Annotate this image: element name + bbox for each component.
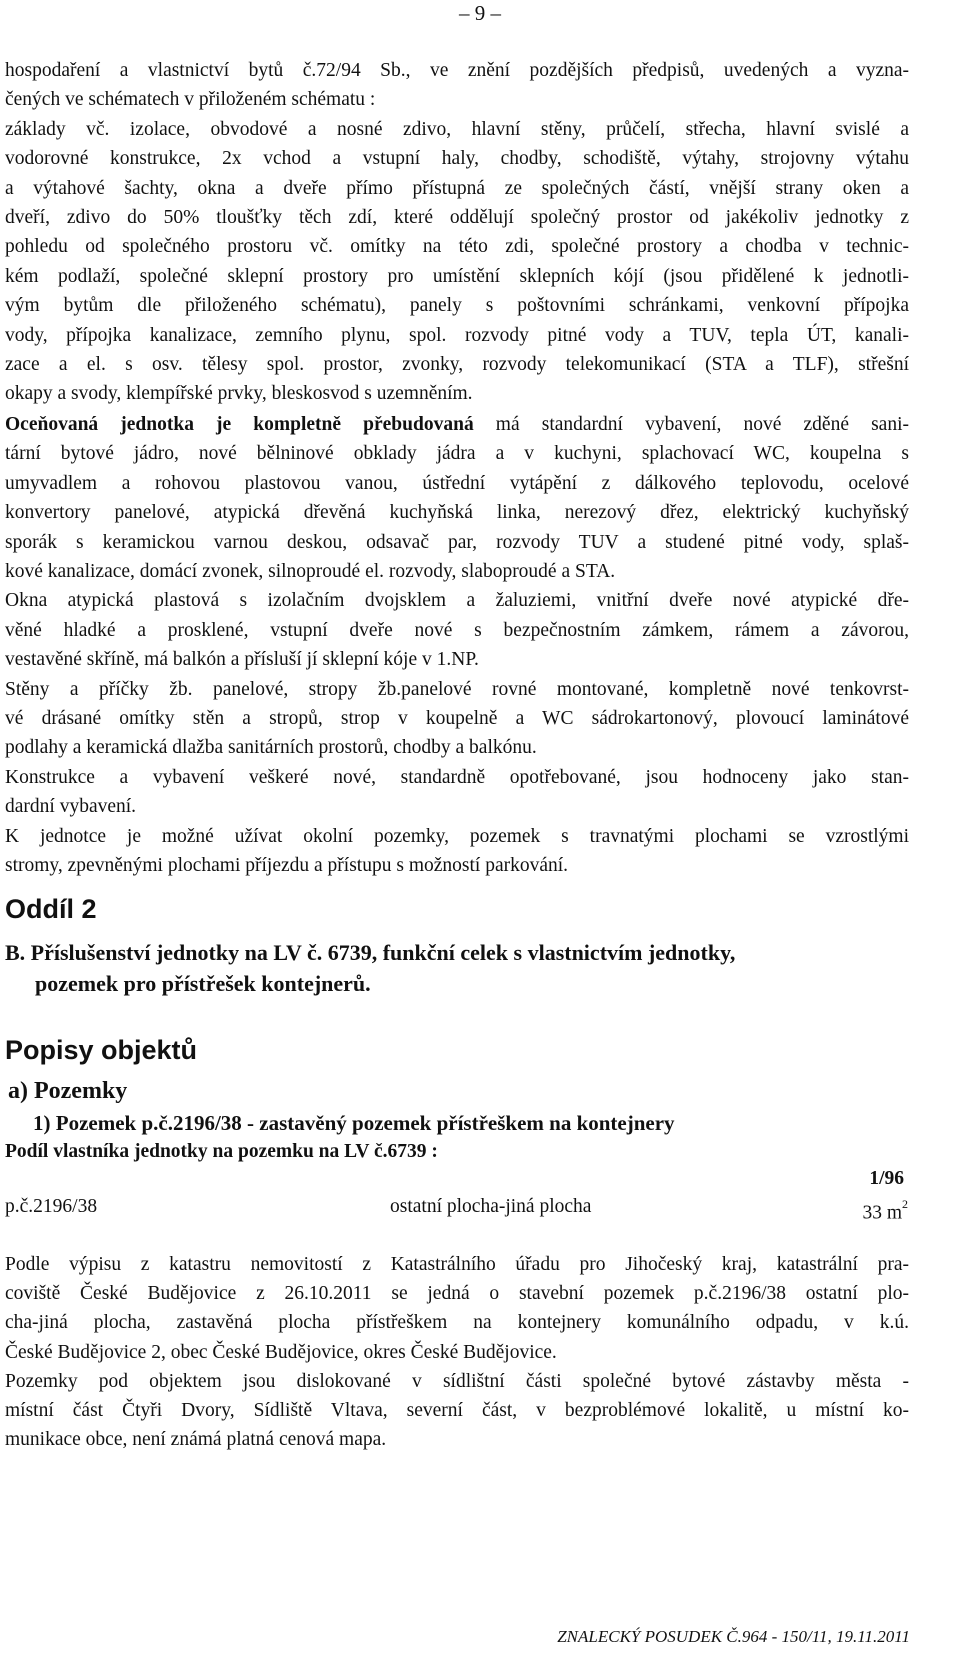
subheading-line: B. Příslušenství jednotky na LV č. 6739, funkční celek s vlastnictvím jednotky, — [5, 940, 736, 965]
text-line: vody, přípojka kanalizace, zemního plynu, spol. rozvody pitné vody a TUV, tepla ÚT, kanali- — [5, 324, 909, 346]
land-item-1: 1) Pozemek p.č.2196/38 - zastavěný pozemek přístřeškem na kontejnery — [33, 1111, 675, 1135]
text-line: čených ve schématech v přiloženém schématu : — [5, 89, 376, 111]
text-line: a výtahové šachty, okna a dveře přímo přístupná ze společných částí, vnější strany oken a — [5, 177, 909, 199]
text-line: Okna atypická plastová s izolačním dvojsklem a žaluziemi, vnitřní dveře nové atypické dře- — [5, 590, 909, 612]
text-line: K jednotce je možné užívat okolní pozemky, pozemek s travnatými plochami se vzrostlými — [5, 825, 909, 847]
page-number: – 9 – — [459, 1, 501, 25]
subheading-line: pozemek pro přístřešek kontejnerů. — [35, 971, 371, 996]
lead-bold-text: Oceňovaná jednotka je kompletně přebudovaná — [5, 414, 474, 435]
text-line: umyvadlem a rohovou plastovou vanou, ústřední vytápění z dálkového teplovodu, ocelové — [5, 472, 909, 494]
text-line: vé drásané omítky stěn a stropů, strop v koupelně a WC sádrokartonový, plovoucí laminátové — [5, 708, 909, 730]
section-subheading — [5, 937, 735, 999]
text-line: vestavěné skříně, má balkón a přísluší jí sklepní kóje v 1.NP. — [5, 649, 479, 671]
text-line: cha-jiná plocha, zastavěná plocha přístřeškem na kontejnery komunálního odpadu, v k.ú. — [5, 1312, 909, 1334]
lead-rest-text: má standardní vybavení, nové zděné sani- — [473, 414, 910, 435]
section-heading: Oddíl 2 — [5, 894, 97, 924]
text-line: hospodaření a vlastnictví bytů č.72/94 Sb., ve znění pozdějších předpisů, uvedených a vyzna- — [5, 60, 909, 81]
text-line: Stěny a příčky žb. panelové, stropy žb.panelové rovné montované, kompletně nové tenkovrst- — [5, 678, 909, 700]
text-line: Pozemky pod objektem jsou dislokované v sídlištní části společné bytové zástavby města - — [5, 1370, 909, 1392]
footer-note: ZNALECKÝ POSUDEK Č.964 - 150/11, 19.11.2011 — [557, 1627, 910, 1646]
text-line: zace a el. s osv. tělesy spol. prostor, zvonky, rozvody telekomunikací (STA a TLF), střešní — [5, 354, 909, 376]
parcel-area-value: 33 m — [862, 1202, 902, 1224]
intro-paragraph — [5, 56, 909, 409]
text-line: pohledu od společného prostoru vč. omítky na této zdi, společné prostory a chodba v technic- — [5, 236, 909, 258]
description-lines — [5, 439, 909, 880]
text-line: dardní vybavení. — [5, 796, 137, 818]
text-line: vým bytům dle přiloženého schématu), panely s poštovními schránkami, venkovní přípojka — [5, 295, 909, 317]
objects-heading: Popisy objektů — [5, 1035, 198, 1065]
text-line: vodorovné konstrukce, 2x vchod a vstupní haly, chodby, schodiště, výtahy, strojovny výtahu — [5, 148, 909, 170]
text-line: stromy, zpevněnými plochami příjezdu a přístupu s možností parkování. — [5, 855, 569, 877]
text-line: kové kanalizace, domácí zvonek, silnoproudé el. rozvody, slaboproudé a STA. — [5, 561, 616, 583]
text-line: munikace obce, není známá platná cenová mapa. — [5, 1429, 387, 1451]
text-line: konvertory panelové, atypická dřevěná kuchyňská linka, nerezový dřez, elektrický kuchyňský — [5, 502, 909, 524]
parcel-id: p.č.2196/38 — [5, 1196, 98, 1217]
share-value: 1/96 — [869, 1168, 904, 1189]
text-line: místní část Čtyři Dvory, Sídliště Vltava, severní část, v bezproblémové lokalitě, u místní ko- — [5, 1400, 909, 1422]
cadastre-paragraph — [5, 1250, 909, 1454]
text-line: sporák s keramickou varnou deskou, odsavač par, rozvody TUV a studené pitné vody, splaš- — [5, 531, 909, 553]
text-line: České Budějovice 2, obec České Budějovice, okres České Budějovice. — [5, 1341, 557, 1363]
text-line: tární bytové jádro, nové bělninové obklady jádra a v kuchyni, splachovací WC, koupelna s — [5, 443, 909, 465]
text-line: dveří, zdivo do 50% tloušťky těch zdí, které oddělují společný prostor od jakékoliv jednotky z — [5, 207, 909, 229]
text-line: podlahy a keramická dlažba sanitárních prostorů, chodby a balkónu. — [5, 737, 537, 759]
text-line: kém podlaží, společné sklepní prostory pro umístění sklepních kójí (jsou přidělené k jednotli- — [5, 265, 909, 287]
parcel-area — [862, 1194, 908, 1227]
text-line: základy vč. izolace, obvodové a nosné zdivo, hlavní stěny, průčelí, střecha, hlavní svislé a — [5, 118, 909, 140]
text-line: Konstrukce a vybavení veškeré nové, standardně opotřebované, jsou hodnoceny jako stan- — [5, 766, 909, 788]
subsection-a: a) Pozemky — [8, 1078, 128, 1104]
text-line — [5, 410, 909, 439]
text-line: věné hladké a prosklené, vstupní dveře nové s bezpečnostním zámkem, rámem a závorou, — [5, 619, 909, 641]
text-line: okapy a svody, klempířské prvky, bleskosvod s uzemněním. — [5, 383, 473, 405]
text-line: Podle výpisu z katastru nemovitostí z Katastrálního úřadu pro Jihočeský kraj, katastrální pra- — [5, 1254, 909, 1275]
share-label: Podíl vlastníka jednotky na pozemku na LV č.6739 : — [5, 1141, 438, 1162]
text-line: coviště České Budějovice z 26.10.2011 se jedná o stavební pozemek p.č.2196/38 ostatní plo- — [5, 1283, 909, 1305]
parcel-area-unit-sup: 2 — [902, 1197, 908, 1211]
parcel-type: ostatní plocha-jiná plocha — [390, 1196, 592, 1217]
unit-description — [5, 410, 909, 881]
